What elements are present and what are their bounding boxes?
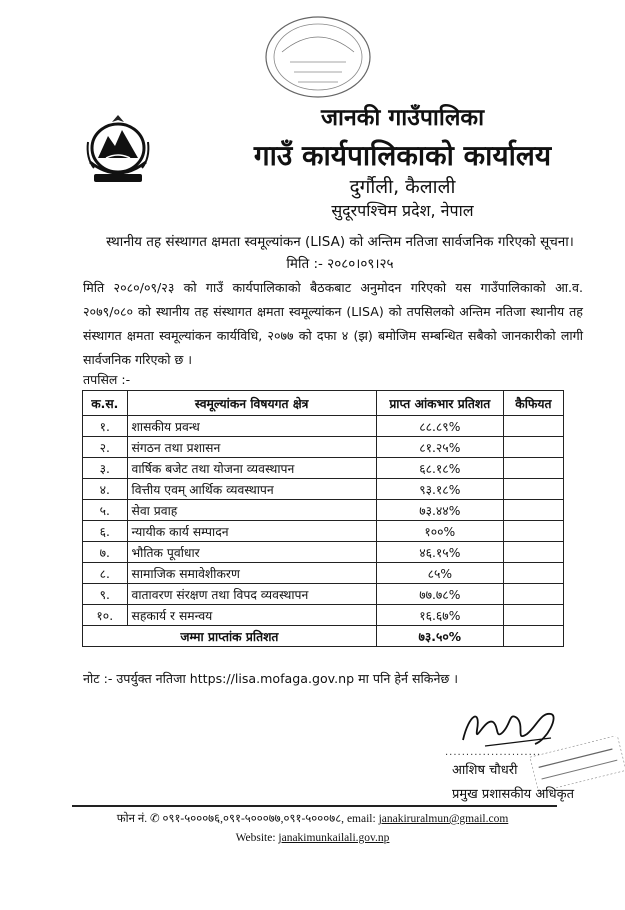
row-serial: ७. [83, 542, 128, 563]
notice-body: मिति २०८०/०९/२३ को गाउँ कार्यपालिकाको बैठकबाट अनुमोदन गरिएको यस गाउँपालिकाको आ.व. २०७९/०८० को स्थानीय तह संस्थागत क्षमता स्वमूल्यांकन (LISA) को तपसिलको अन्तिम नतिजा स्थानीय तह संस्थागत क्षमता स्वमूल्यांकन कार्यविधि, २०७७ को दफा ४ (झ) बमोजिम सम्बन्धित सबैको जानकारीको लागी सार्वजनिक गरिएको छ । [83, 280, 583, 367]
row-remark [503, 437, 563, 458]
table-row [83, 458, 564, 479]
table-header-row [83, 391, 564, 416]
row-serial: ३. [83, 458, 128, 479]
total-row [83, 626, 564, 647]
row-area: संगठन तथा प्रशासन [127, 437, 376, 458]
row-remark [503, 542, 563, 563]
province-country: सुदूरपश्चिम प्रदेश, नेपाल [331, 201, 474, 220]
phone-label: फोन नं. [116, 813, 148, 825]
email-link[interactable]: janakiruralmun@gmail.com [378, 813, 509, 825]
row-percent: १६.६७% [376, 605, 503, 626]
row-area: वित्तीय एवम् आर्थिक व्यवस्थापन [127, 479, 376, 500]
row-area: सहकार्य र समन्वय [127, 605, 376, 626]
row-remark [503, 605, 563, 626]
row-remark [503, 563, 563, 584]
row-area: सेवा प्रवाह [127, 500, 376, 521]
row-percent: ८८.८९% [376, 416, 503, 437]
row-percent: ४६.१५% [376, 542, 503, 563]
row-percent: ७३.४४% [376, 500, 503, 521]
notice-date: मिति :- २०८०।०९।२५ [286, 256, 394, 272]
lisa-results-table [82, 390, 564, 647]
table-row [83, 479, 564, 500]
signature-line: ....................... [445, 747, 542, 758]
signatory-title: प्रमुख प्रशासकीय अधिकृत [452, 787, 575, 802]
footer-contact [0, 811, 625, 826]
row-percent: ६८.१८% [376, 458, 503, 479]
row-area: शासकीय प्रवन्ध [127, 416, 376, 437]
phone-icon: ✆ [149, 813, 160, 825]
note-text: नोट :- उपर्युक्त नतिजा https://lisa.mofaga.gov.np मा पनि हेर्न सकिनेछ । [83, 671, 459, 686]
email-label: email: [346, 813, 376, 825]
row-remark [503, 416, 563, 437]
footer-divider [72, 805, 557, 807]
total-label: जम्मा प्राप्तांक प्रतिशत [83, 626, 377, 647]
row-percent: ८१.२५% [376, 437, 503, 458]
row-serial: ४. [83, 479, 128, 500]
details-label: तपसिल :- [83, 372, 131, 387]
row-remark [503, 500, 563, 521]
footer-website [0, 832, 625, 844]
table-row [83, 521, 564, 542]
row-serial: २. [83, 437, 128, 458]
office-location: दुर्गौली, कैलाली [349, 176, 456, 198]
header-serial: क.स. [83, 391, 128, 416]
table-row [83, 416, 564, 437]
header-area: स्वमूल्यांकन विषयगत क्षेत्र [127, 391, 376, 416]
row-remark [503, 479, 563, 500]
website-label: Website: [235, 832, 276, 844]
row-percent: १००% [376, 521, 503, 542]
row-serial: ५. [83, 500, 128, 521]
row-area: सामाजिक समावेशीकरण [127, 563, 376, 584]
row-area: भौतिक पूर्वाधार [127, 542, 376, 563]
header-remarks: कैफियत [503, 391, 563, 416]
row-serial: १०. [83, 605, 128, 626]
row-remark [503, 521, 563, 542]
total-percent: ७३.५०% [376, 626, 503, 647]
notice-title: स्थानीय तह संस्थागत क्षमता स्वमूल्यांकन (LISA) को अन्तिम नतिजा सार्वजनिक गरिएको सूचना। [106, 234, 574, 250]
table-row [83, 584, 564, 605]
header-percent: प्राप्त आंकभार प्रतिशत [376, 391, 503, 416]
row-serial: ९. [83, 584, 128, 605]
row-percent: ९३.१८% [376, 479, 503, 500]
row-serial: १. [83, 416, 128, 437]
phone-numbers: ०९१-५०००७६,०९१-५०००७७,०९१-५०००७८, [162, 813, 345, 825]
row-percent: ७७.७८% [376, 584, 503, 605]
municipality-name: जानकी गाउँपालिका [320, 105, 485, 131]
row-serial: ८. [83, 563, 128, 584]
table-row [83, 542, 564, 563]
row-remark [503, 584, 563, 605]
row-remark [503, 458, 563, 479]
table-row [83, 563, 564, 584]
office-name: गाउँ कार्यपालिकाको कार्यालय [253, 139, 552, 172]
row-area: न्यायीक कार्य सम्पादन [127, 521, 376, 542]
row-percent: ८५% [376, 563, 503, 584]
row-serial: ६. [83, 521, 128, 542]
office-seal [262, 12, 374, 102]
total-remark [503, 626, 563, 647]
table-row [83, 500, 564, 521]
row-area: वातावरण संरक्षण तथा विपद व्यवस्थापन [127, 584, 376, 605]
table-row [83, 437, 564, 458]
signatory-name: आशिष चौधरी [452, 763, 518, 778]
row-area: वार्षिक बजेट तथा योजना व्यवस्थापन [127, 458, 376, 479]
table-row [83, 605, 564, 626]
website-link[interactable]: janakimunkailali.gov.np [278, 832, 390, 844]
